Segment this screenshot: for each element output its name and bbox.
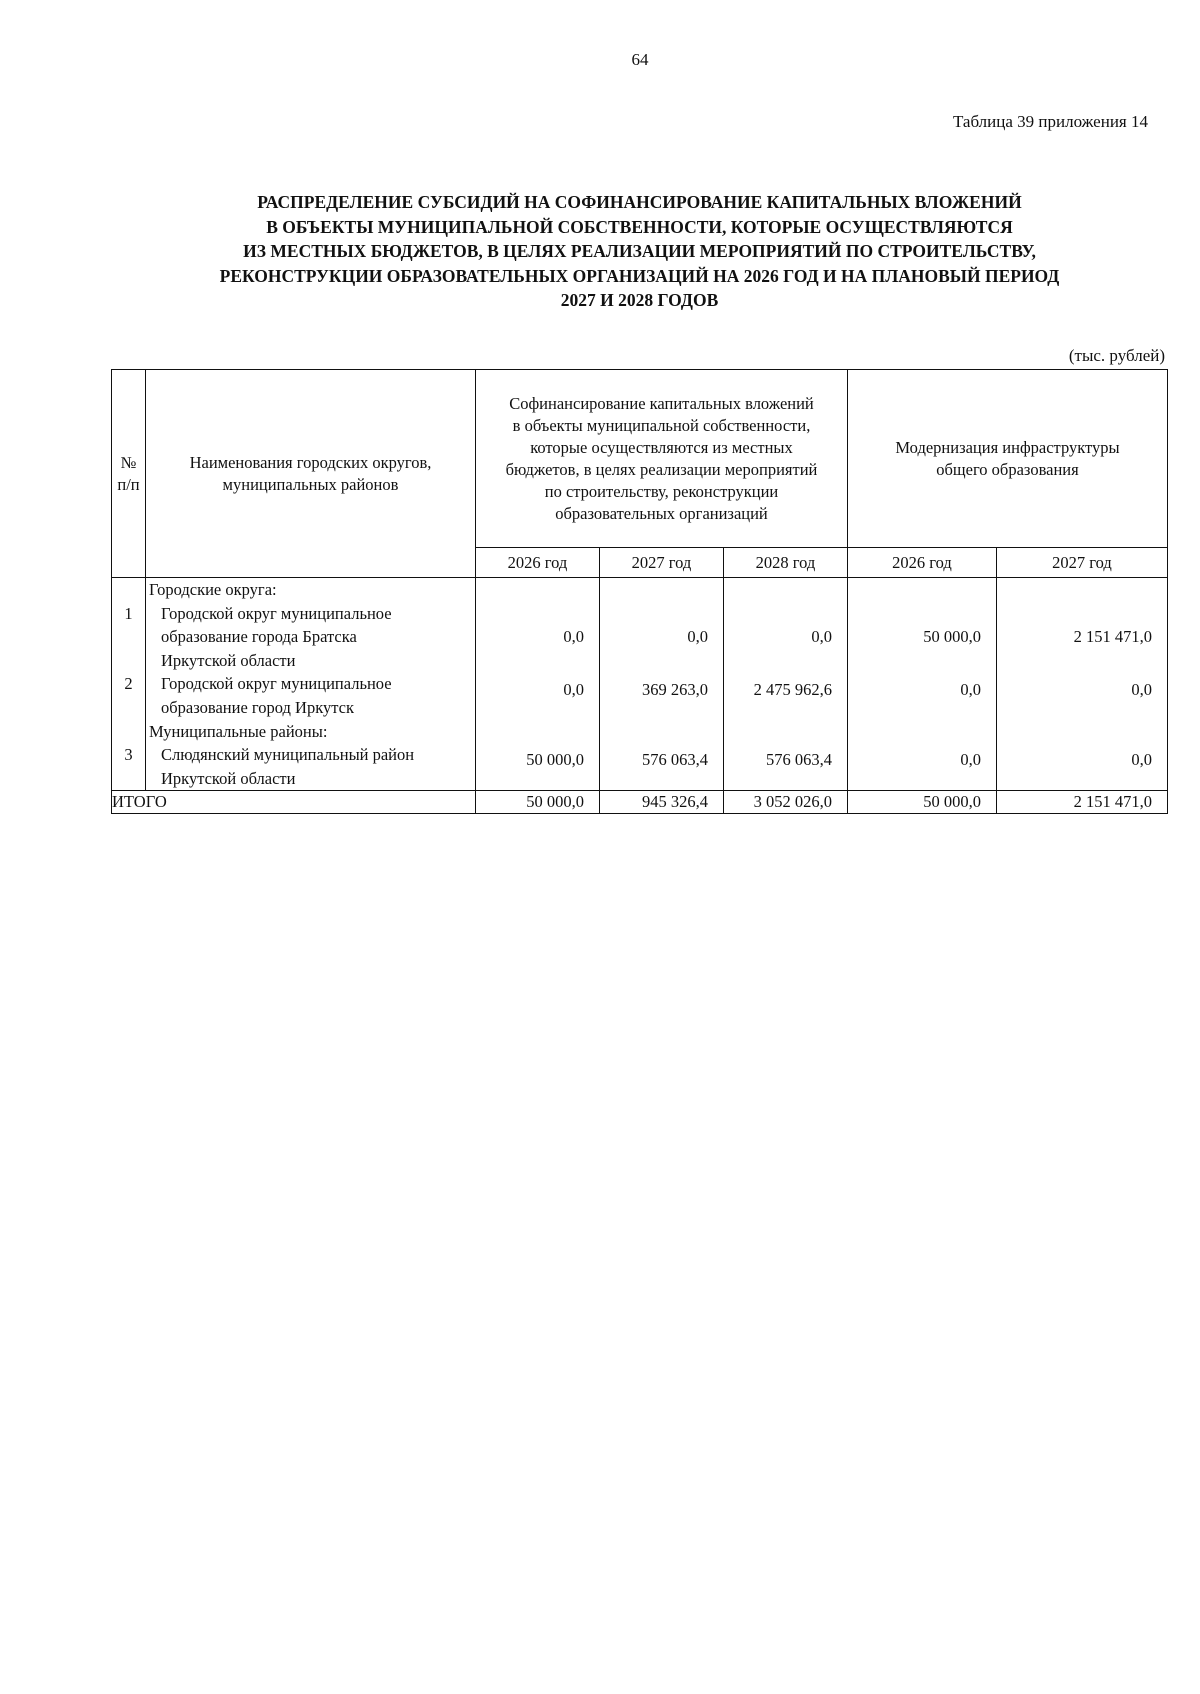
total-cell: 945 326,4	[600, 791, 724, 814]
group-label-municipal: Муниципальные районы:	[149, 721, 328, 741]
value-column	[600, 578, 724, 791]
value-column	[476, 578, 600, 791]
header-group2-line: общего образования	[936, 459, 1079, 479]
row-index: 3	[124, 745, 133, 765]
total-cell: 2 151 471,0	[997, 791, 1168, 814]
header-group1-line: в объекты муниципальной собственности,	[512, 415, 811, 435]
header-name-line: Наименования городских округов,	[189, 452, 432, 472]
total-cell: 3 052 026,0	[724, 791, 848, 814]
title-line: ИЗ МЕСТНЫХ БЮДЖЕТОВ, В ЦЕЛЯХ РЕАЛИЗАЦИИ МЕРОПРИЯТИЙ ПО СТРОИТЕЛЬСТВУ,	[243, 241, 1036, 261]
header-cofinancing-group	[476, 370, 848, 548]
row-name-line: Иркутской области	[161, 650, 296, 670]
table-cell: 0,0	[960, 680, 981, 700]
table-cell: 2 475 962,6	[753, 680, 832, 700]
row-name-line: Городской округ муниципальное	[161, 674, 392, 694]
header-year: 2026 год	[476, 548, 600, 578]
header-group1-line: образовательных организаций	[555, 503, 768, 523]
units-label: (тыс. рублей)	[1068, 346, 1165, 365]
header-number-line: №	[120, 452, 137, 472]
header-modernization-group	[848, 370, 1168, 548]
total-row	[112, 791, 1168, 814]
page-number: 64	[631, 50, 649, 69]
row-name-line: образование город Иркутск	[161, 698, 354, 717]
row-name-line: образование города Братска	[161, 627, 357, 647]
table-cell: 50 000,0	[526, 750, 584, 770]
total-cell: 50 000,0	[476, 791, 600, 814]
table-cell: 576 063,4	[766, 750, 832, 770]
header-number-line: п/п	[117, 474, 140, 494]
value-column	[848, 578, 997, 791]
title-line: РЕКОНСТРУКЦИИ ОБРАЗОВАТЕЛЬНЫХ ОРГАНИЗАЦИЙ НА 2026 ГОД И НА ПЛАНОВЫЙ ПЕРИОД	[219, 265, 1060, 286]
header-group1-line: бюджетов, в целях реализации мероприятий	[505, 459, 818, 479]
table-cell: 2 151 471,0	[1073, 627, 1153, 647]
header-year: 2028 год	[724, 548, 848, 578]
table-cell: 0,0	[960, 750, 981, 770]
table-cell: 0,0	[563, 627, 584, 647]
group-label-urban: Городские округа:	[149, 580, 277, 600]
header-year: 2026 год	[848, 548, 997, 578]
row-name-line: Городской округ муниципальное	[161, 603, 392, 623]
table-reference: Таблица 39 приложения 14	[952, 112, 1148, 131]
table-cell: 50 000,0	[923, 627, 981, 647]
header-year: 2027 год	[600, 548, 724, 578]
header-group1-line: которые осуществляются из местных	[530, 437, 793, 457]
title-line: 2027 И 2028 ГОДОВ	[560, 290, 719, 310]
row-index: 1	[124, 603, 133, 623]
table-cell: 0,0	[811, 627, 832, 647]
total-label: ИТОГО	[112, 791, 476, 814]
table-cell: 0,0	[563, 680, 584, 700]
index-column	[112, 578, 146, 791]
row-index: 2	[124, 674, 133, 694]
header-name-line: муниципальных районов	[222, 474, 399, 494]
header-group1-line: Софинансирование капитальных вложений	[509, 393, 814, 413]
document-title	[112, 190, 1167, 313]
header-group1-line: по строительству, реконструкции	[544, 481, 779, 501]
header-year: 2027 год	[997, 548, 1168, 578]
title-line: В ОБЪЕКТЫ МУНИЦИПАЛЬНОЙ СОБСТВЕННОСТИ, КОТОРЫЕ ОСУЩЕСТВЛЯЮТСЯ	[266, 216, 1013, 237]
table-cell: 0,0	[1131, 750, 1153, 770]
row-name-line: Слюдянский муниципальный район	[161, 745, 415, 765]
table-cell: 0,0	[1131, 680, 1153, 700]
subsidy-table	[111, 369, 1168, 814]
value-column	[724, 578, 848, 791]
header-group2-line: Модернизация инфраструктуры	[895, 437, 1120, 457]
table-cell: 369 263,0	[642, 680, 708, 700]
total-cell: 50 000,0	[848, 791, 997, 814]
value-column	[997, 578, 1168, 791]
table-cell: 0,0	[687, 627, 708, 647]
title-line: РАСПРЕДЕЛЕНИЕ СУБСИДИЙ НА СОФИНАНСИРОВАНИЕ КАПИТАЛЬНЫХ ВЛОЖЕНИЙ	[257, 192, 1022, 212]
name-column	[146, 578, 476, 791]
header-number	[112, 370, 146, 578]
row-name-line: Иркутской области	[161, 768, 296, 788]
header-name	[146, 370, 476, 578]
table-cell: 576 063,4	[642, 750, 708, 770]
